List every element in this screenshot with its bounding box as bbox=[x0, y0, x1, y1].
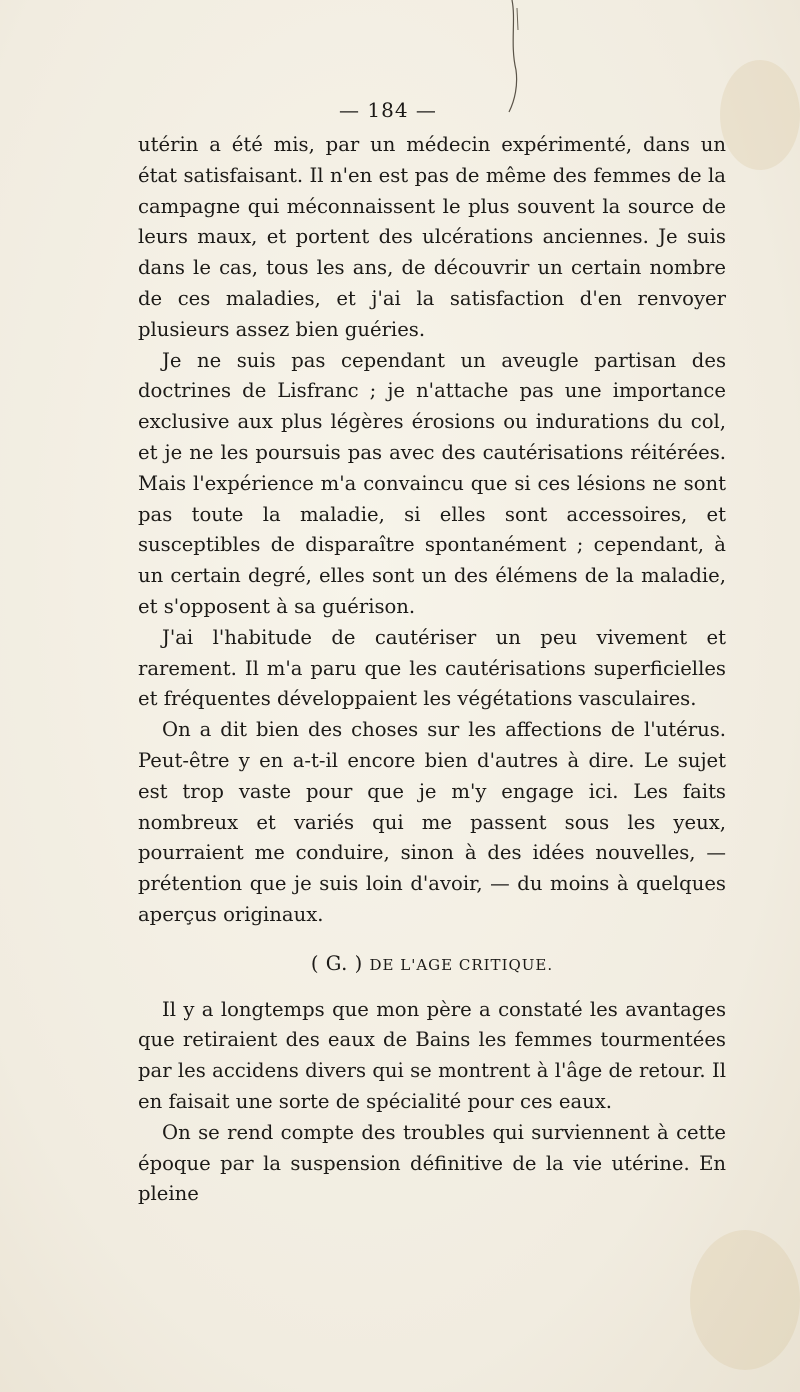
paragraph: Il y a longtemps que mon père a constaté les avantages que retiraient des eaux de Bains les femmes tourmentées par les accidens divers qui se montrent à l'âge de retour. Il en faisait une sorte de spécialité pour ces eaux. bbox=[138, 997, 726, 1113]
section-heading bbox=[138, 949, 726, 981]
paragraph: Je ne suis pas cependant un aveugle partisan des doctrines de Lisfranc ; je n'attache pas une importance exclusive aux plus légères érosions ou indurations du col, et je ne les poursuis pas avec des cautérisations réitérées. Mais l'expérience m'a convaincu que si ces lésions ne sont pas toute la maladie, si elles sont accessoires, et susceptibles de disparaître spontanément ; cependant, à un certain degré, elles sont un des élémens de la maladie, et s'opposent à sa guérison. bbox=[138, 348, 726, 618]
paragraph: utérin a été mis, par un médecin expérimenté, dans un état satisfaisant. Il n'en est pas de même des femmes de la campagne qui méconnaissent le plus souvent la source de leurs maux, et portent des ulcérations anciennes. Je suis dans le cas, tous les ans, de découvrir un certain nombre de ces maladies, et j'ai la satisfaction d'en renvoyer plusieurs assez bien guéries. bbox=[138, 133, 726, 341]
paragraph: On a dit bien des choses sur les affections de l'utérus. Peut-être y en a-t-il encore bien d'autres à dire. Le sujet est trop vaste pour que je m'y engage ici. Les faits nombreux et variés qui me passent sous les yeux, pourraient me conduire, sinon à des idées nouvelles, — prétention que je suis loin d'avoir, — du moins à quelques aperçus originaux. bbox=[138, 718, 726, 926]
paragraph: J'ai l'habitude de cautériser un peu vivement et rarement. Il m'a paru que les cautérisations superficielles et fréquentes développaient les végétations vasculaires. bbox=[138, 625, 726, 711]
page-number: — 184 — bbox=[339, 98, 437, 122]
body-text bbox=[138, 130, 726, 1210]
section-label: ( G. ) bbox=[310, 951, 363, 975]
paper-stain bbox=[690, 1230, 800, 1370]
paragraph: On se rend compte des troubles qui surviennent à cette époque par la suspension définitive de la vie utérine. En pleine bbox=[138, 1120, 726, 1206]
section-title: DE L'AGE CRITIQUE. bbox=[369, 955, 554, 974]
